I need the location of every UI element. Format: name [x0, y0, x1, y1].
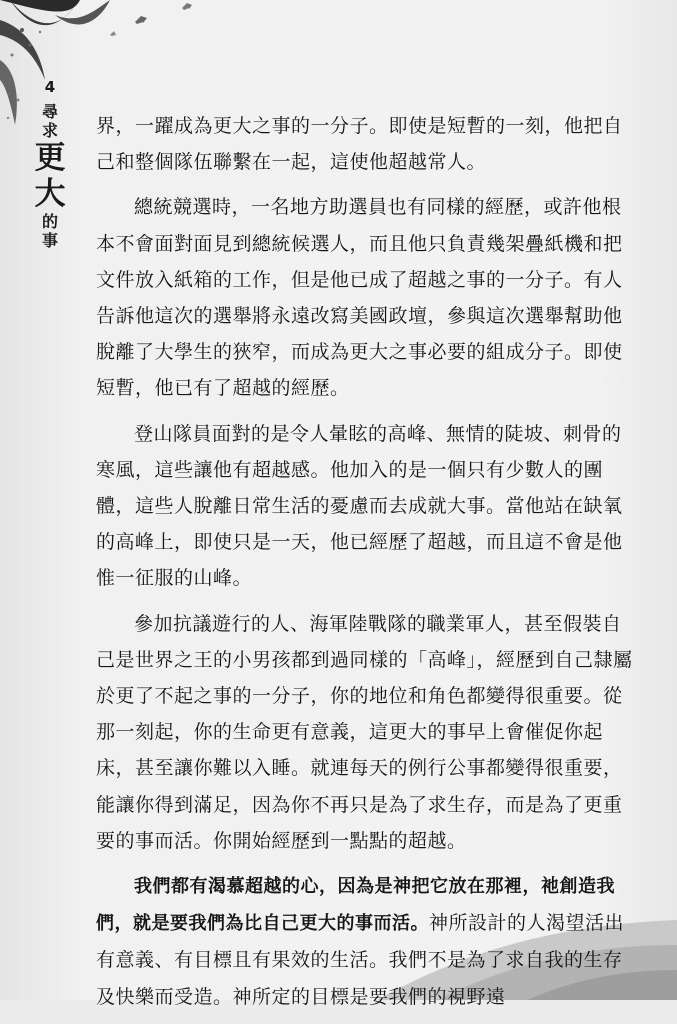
- paragraph-5-text: 神所設計的人渴望活出有意義、有目標且有果效的生活。我們不是為了求自我的生存及快樂而受造。神所定的目標是要我們的視野遠: [96, 912, 625, 1008]
- sidebar-char: 更: [34, 140, 66, 176]
- sidebar-char: 求: [41, 121, 58, 140]
- paragraph-5: [96, 868, 636, 1015]
- chapter-sidebar: [30, 78, 70, 250]
- paragraph-3: 登山隊員面對的是令人暈眩的高峰、無情的陡坡、刺骨的寒風，這些讓他有超越感。他加入的是一個只有少數人的團體，這些人脫離日常生活的憂慮而去成就大事。當他站在缺氧的高峰上，即使只是一天，他已經歷了超越，而且這不會是他惟一征服的山峰。: [96, 422, 623, 590]
- paragraph-4: 參加抗議遊行的人、海軍陸戰隊的職業軍人，甚至假裝自己是世界之王的小男孩都到過同樣的「高峰」，經歷到自己隸屬於更了不起之事的一分子，你的地位和角色都變得很重要。從那一刻起，你的生命更有意義，這更大的事早上會催促你起床，甚至讓你難以入睡。就連每天的例行公事都變得很重要，能讓你得到滿足，因為你不再只是為了求生存，而是為了更重要的事而活。你開始經歷到一點點的超越。: [96, 612, 633, 852]
- paragraph-2: 總統競選時，一名地方助選員也有同樣的經歷，或許他根本不會面對面見到總統候選人，而且他只負責幾架疊紙機和把文件放入紙箱的工作，但是他已成了超越之事的一分子。有人告訴他這次的選舉將永遠改寫美國政壇，參與這次選舉幫助他脫離了大學生的狹窄，而成為更大之事必要的組成分子。即使短暫，他已有了超越的經歷。: [96, 196, 623, 400]
- emphasis-text: 我們都有渴慕超越的心，因為是神把它放在那裡，祂創造我們，就是要我們為比自己更大的事而活。: [96, 876, 615, 935]
- sidebar-char: 大: [34, 176, 66, 212]
- sidebar-char: 事: [41, 231, 58, 250]
- body-text: [96, 108, 636, 1024]
- sidebar-char: 尋: [41, 102, 58, 121]
- paragraph-1: 界，一躍成為更大之事的一分子。即使是短暫的一刻，他把自己和整個隊伍聯繫在一起，這使他超越常人。: [96, 115, 623, 174]
- page-number: 4: [44, 78, 56, 96]
- sidebar-char: 的: [41, 212, 58, 231]
